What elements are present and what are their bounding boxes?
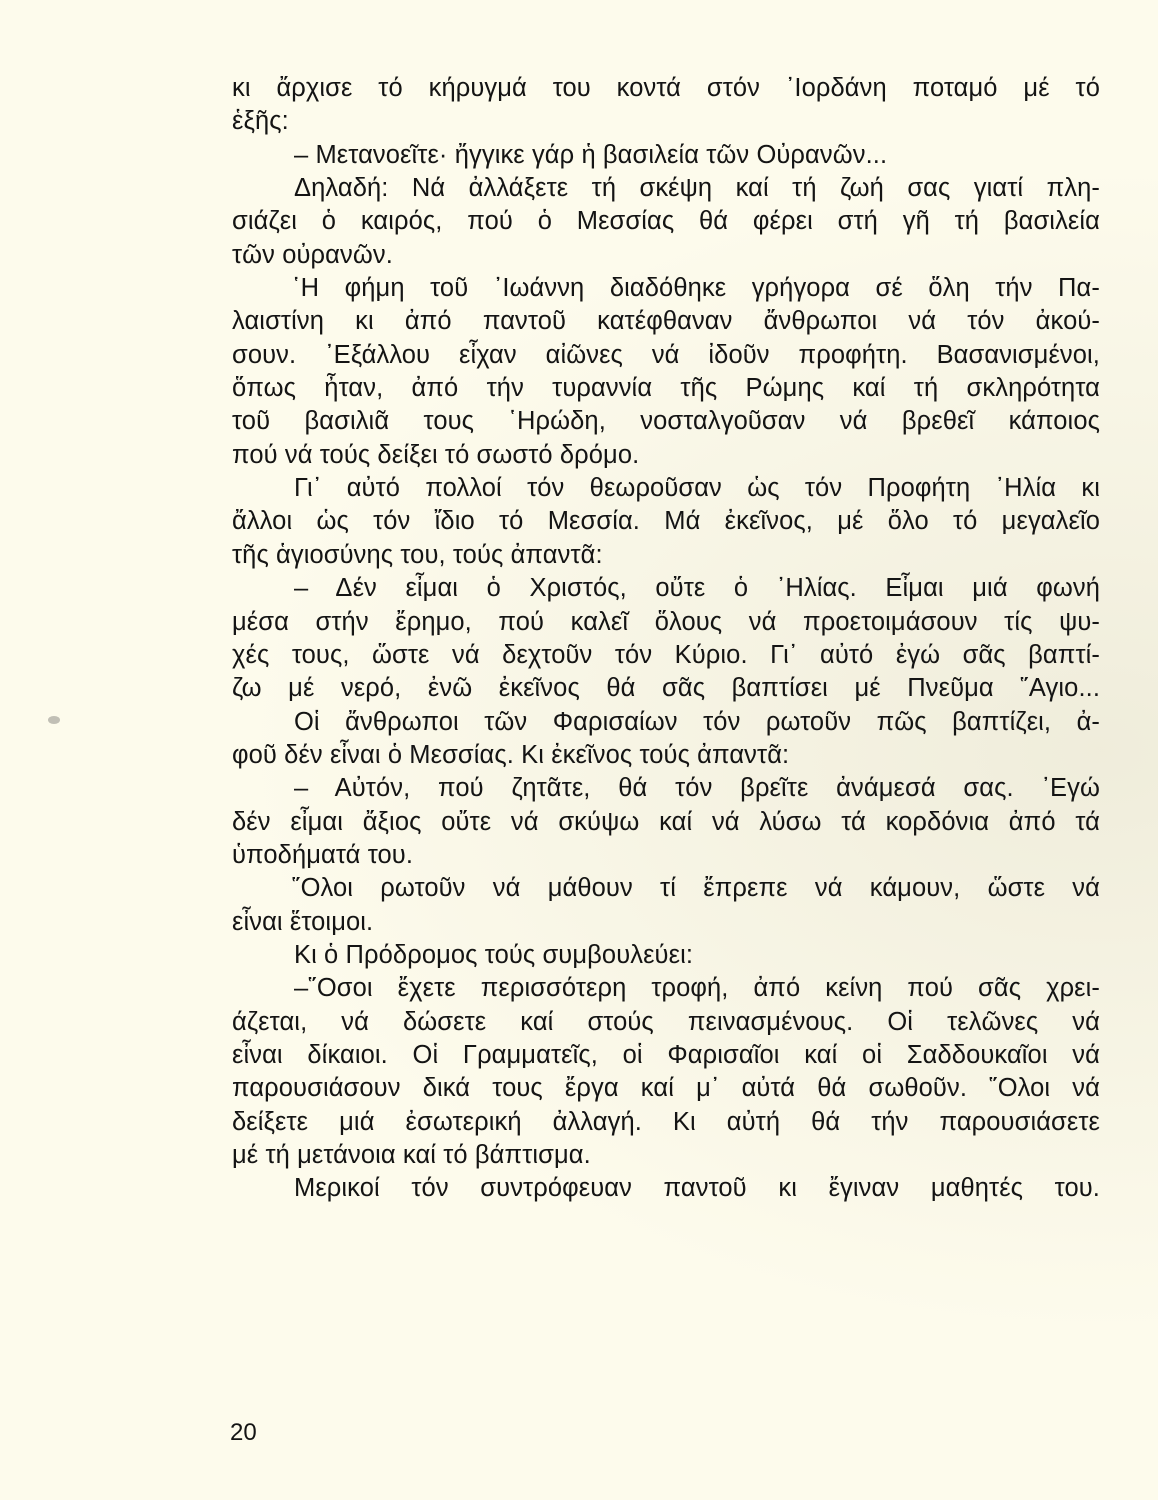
text-line: Μερικοί τόν συντρόφευαν παντοῦ κι ἔγιναν μαθητές του.: [294, 1174, 1100, 1203]
text-line: κι ἄρχισε τό κήρυγμά του κοντά στόν ᾿Ιορδάνη ποταμό μέ τό: [232, 74, 1100, 102]
text-line: μέ τή μετάνοια καί τό βάπτισμα.: [232, 1141, 591, 1169]
text-line: ῞Ολοι ρωτοῦν νά μάθουν τί ἔπρεπε νά κάμουν, ὥστε νά: [292, 874, 1100, 903]
margin-smudge: [48, 716, 60, 724]
text-line: σιάζει ὁ καιρός, πού ὁ Μεσσίας θά φέρει στή γῆ τή βασιλεία: [232, 207, 1100, 236]
text-line: ὅπως ἦταν, ἀπό τήν τυραννία τῆς Ρώμης καί τή σκληρότητα: [232, 374, 1100, 403]
text-line: ἑξῆς:: [232, 107, 289, 136]
text-line: μέσα στήν ἔρημο, πού καλεῖ ὅλους νά προετοιμάσουν τίς ψυ-: [232, 607, 1100, 636]
text-line: ἄλλοι ὡς τόν ἴδιο τό Μεσσία. Μά ἐκεῖνος, μέ ὅλο τό μεγαλεῖο: [232, 507, 1100, 536]
text-line: Κι ὁ Πρόδρομος τούς συμβουλεύει:: [294, 940, 694, 969]
text-line: φοῦ δέν εἶναι ὁ Μεσσίας. Κι ἐκεῖνος τούς ἀπαντᾶ:: [232, 740, 790, 769]
text-line: – Αὐτόν, πού ζητᾶτε, θά τόν βρεῖτε ἀνάμεσά σας. ᾿Εγώ: [294, 774, 1100, 803]
text-line: σουν. ᾿Εξάλλου εἶχαν αἰῶνες νά ἰδοῦν προφήτη. Βασανισμένοι,: [232, 340, 1100, 369]
text-line: – Δέν εἶμαι ὁ Χριστός, οὔτε ὁ ᾿Ηλίας. Εἶμαι μιά φωνή: [294, 574, 1100, 603]
body-text: [232, 72, 1100, 1206]
text-line: παρουσιάσουν δικά τους ἔργα καί μ᾿ αὐτά θά σωθοῦν. ῞Ολοι νά: [232, 1074, 1100, 1103]
text-line: δείξετε μιά ἐσωτερική ἀλλαγή. Κι αὐτή θά τήν παρουσιάσετε: [232, 1107, 1100, 1136]
text-line: δέν εἶμαι ἄξιος οὔτε νά σκύψω καί νά λύσω τά κορδόνια ἀπό τά: [232, 807, 1100, 836]
text-line: Γι᾿ αὐτό πολλοί τόν θεωροῦσαν ὡς τόν Προφήτη ᾿Ηλία κι: [294, 474, 1100, 503]
text-line: –῞Οσοι ἔχετε περισσότερη τροφή, ἀπό κείνη πού σᾶς χρει-: [294, 974, 1100, 1003]
page-number: 20: [230, 1419, 257, 1446]
text-line: λαιστίνη κι ἀπό παντοῦ κατέφθαναν ἄνθρωποι νά τόν ἀκού-: [232, 307, 1100, 336]
text-line: άζεται, νά δώσετε καί στούς πεινασμένους. Οἱ τελῶνες νά: [232, 1007, 1100, 1036]
text-line: – Μετανοεῖτε· ἤγγικε γάρ ἡ βασιλεία τῶν Οὐρανῶν...: [294, 140, 888, 169]
text-line: χές τους, ὥστε νά δεχτοῦν τόν Κύριο. Γι᾿ αὐτό ἐγώ σᾶς βαπτί-: [232, 640, 1100, 669]
text-line: Οἱ ἄνθρωποι τῶν Φαρισαίων τόν ρωτοῦν πῶς βαπτίζει, ἀ-: [294, 707, 1100, 736]
text-line: Δηλαδή: Νά ἀλλάξετε τή σκέψη καί τή ζωή σας γιατί πλη-: [294, 174, 1100, 203]
text-line: πού νά τούς δείξει τό σωστό δρόμο.: [232, 440, 640, 469]
text-line: εἶναι δίκαιοι. Οἱ Γραμματεῖς, οἱ Φαρισαῖοι καί οἱ Σαδδουκαῖοι νά: [232, 1040, 1100, 1069]
text-line: ὑποδήματά του.: [232, 840, 414, 869]
text-line: τῆς ἁγιοσύνης του, τούς ἀπαντᾶ:: [232, 540, 603, 569]
text-line: ζω μέ νερό, ἐνῶ ἐκεῖνος θά σᾶς βαπτίσει μέ Πνεῦμα ῞Αγιο...: [232, 674, 1100, 703]
text-line: τῶν οὐρανῶν.: [232, 240, 393, 269]
text-line: ῾Η φήμη τοῦ ᾿Ιωάννη διαδόθηκε γρήγορα σέ ὅλη τήν Πα-: [292, 274, 1100, 303]
text-line: τοῦ βασιλιᾶ τους ῾Ηρώδη, νοσταλγοῦσαν νά βρεθεῖ κάποιος: [232, 407, 1100, 436]
text-line: εἶναι ἕτοιμοι.: [232, 907, 374, 936]
